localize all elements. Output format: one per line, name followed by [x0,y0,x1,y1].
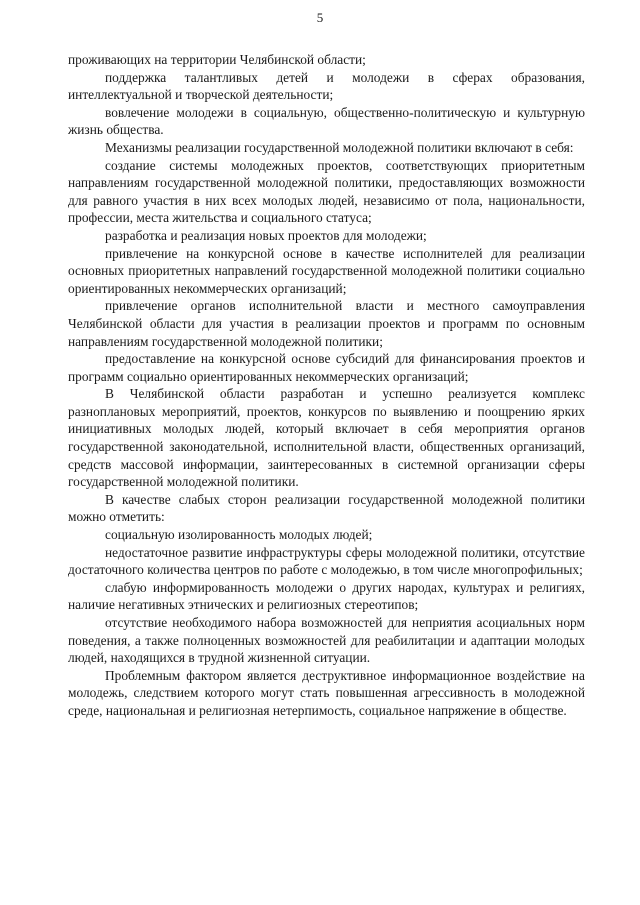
paragraph: создание системы молодежных проектов, соответствующих приоритетным направлениям государственной молодежной политики, предоставляющих возможности для равного участия в них всех молодых людей, независимо от пола, национальности, профессии, места жительства и социального статуса; [68,157,585,226]
paragraph: привлечение органов исполнительной власти и местного самоуправления Челябинской области для участия в реализации проектов и программ по основным направлениям государственной молодежной политики; [68,298,585,349]
paragraph: социальную изолированность молодых людей; [105,527,373,543]
paragraph: проживающих на территории Челябинской области; [68,52,366,67]
paragraph: предоставление на конкурсной основе субсидий для финансирования проектов и программ социально ориентированных некоммерческих организаций; [68,351,585,384]
paragraph: Проблемным фактором является деструктивное информационное воздействие на молодежь, следствием которого могут стать повышенная агрессивность в молодежной среде, национальная и религиозная нетерпимость, социальное напряжение в обществе. [68,667,585,718]
paragraph: недостаточное развитие инфраструктуры сферы молодежной политики, отсутствие достаточного количества центров по работе с молодежью, в том числе многопрофильных; [68,544,585,578]
paragraph: поддержка талантливых детей и молодежи в сферах образования, интеллектуальной и творческой деятельности; [68,69,585,103]
paragraph: разработка и реализация новых проектов для молодежи; [105,227,427,243]
paragraph: привлечение на конкурсной основе в качестве исполнителей для реализации основных приоритетных направлений государственной молодежной политики социально ориентированных некоммерческих организаций; [68,245,585,296]
paragraph: В качестве слабых сторон реализации государственной молодежной политики можно отметить: [68,491,585,525]
paragraph: В Челябинской области разработан и успешно реализуется комплекс разноплановых мероприятий, проектов, конкурсов по выявлению и поощрению ярких инициативных молодых людей, который включает в себя мероприятия органов государственной законодательной, исполнительной власти, общественных организаций, средств массовой информации, заинтересованных в системной организации сферы государственной молодежной политики. [68,386,585,490]
paragraph: отсутствие необходимого набора возможностей для неприятия асоциальных норм поведения, а также полноценных возможностей для реабилитации и адаптации молодых людей, находящихся в трудной жизненной ситуации. [68,615,585,666]
paragraph: Механизмы реализации государственной молодежной политики включают в себя: [105,139,574,155]
page-number: 5 [316,10,324,25]
paragraph: вовлечение молодежи в социальную, общественно-политическую и культурную жизнь общества. [68,104,585,138]
paragraph: слабую информированность молодежи о других народах, культурах и религиях, наличие негативных этнических и религиозных стереотипов; [68,579,585,613]
body-text [68,51,585,720]
